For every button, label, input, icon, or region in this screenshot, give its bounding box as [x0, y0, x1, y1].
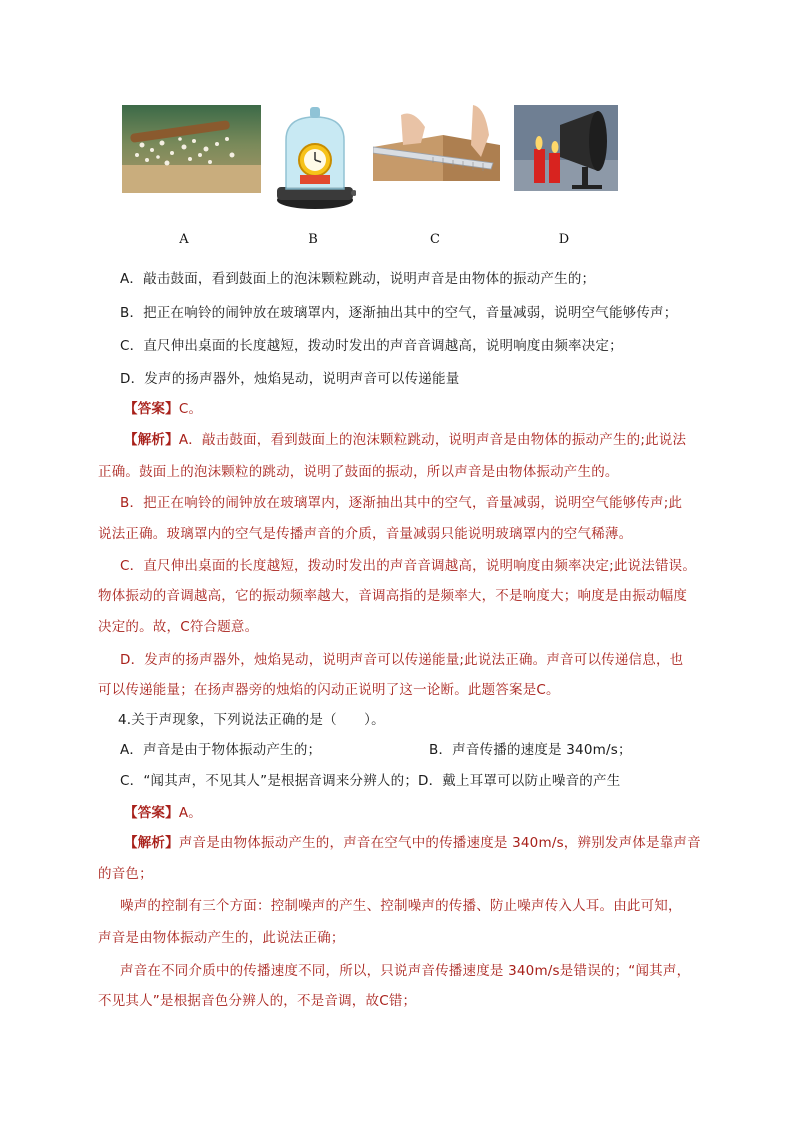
q3-option-d: D．发声的扬声器外，烛焰晃动，说明声音可以传递能量	[120, 371, 460, 387]
figure-a-drum-foam	[122, 105, 261, 193]
figure-d-speaker-candles	[514, 105, 618, 191]
figure-b-bell-jar-clock	[274, 105, 356, 213]
q4-option-b: B．声音传播的速度是 340m/s；	[429, 742, 632, 758]
q3-option-a: A．敲击鼓面，看到鼓面上的泡沫颗粒跳动，说明声音是由物体的振动产生的；	[120, 271, 596, 287]
q4-answer-value: A。	[178, 805, 202, 821]
q4-answer-tag: 【答案】	[124, 805, 179, 821]
q4-analysis-text-1: 声音是由物体振动产生的，声音在空气中的传播速度是 340m/s，辨别发声体是靠声音	[178, 835, 701, 851]
q4-stem: 4.关于声现象，下列说法正确的是（ ）。	[118, 712, 385, 728]
q3-option-c: C．直尺伸出桌面的长度越短，拨动时发出的声音音调越高，说明响度由频率决定；	[120, 338, 623, 354]
q3-option-b: B．把正在响铃的闹钟放在玻璃罩内，逐渐抽出其中的空气，音量减弱，说明空气能够传声；	[120, 305, 678, 321]
q3-analysis-line-9: 可以传递能量；在扬声器旁的烛焰的闪动正说明了这一论断。此题答案是C。	[98, 682, 560, 698]
q3-analysis-line-5: C．直尺伸出桌面的长度越短，拨动时发出的声音音调越高，说明响度由频率决定;此说法错误。	[120, 558, 697, 574]
figure-label-a: A	[179, 232, 189, 247]
figure-label-d: D	[558, 232, 570, 247]
q4-option-cd: C．“闻其声，不见其人”是根据音调来分辨人的；D．戴上耳罩可以防止噪音的产生	[120, 773, 621, 789]
q4-analysis-line-6: 不见其人”是根据音色分辨人的，不是音调，故C错；	[98, 993, 417, 1009]
q3-answer	[124, 399, 202, 419]
q3-analysis-text-1: A．敲击鼓面，看到鼓面上的泡沫颗粒跳动，说明声音是由物体的振动产生的;此说法	[178, 432, 687, 448]
figure-c-ruler-table	[373, 105, 500, 181]
q3-analysis-tag: 【解析】	[124, 432, 179, 448]
figure-row	[121, 105, 641, 245]
q3-analysis-line-6: 物体振动的音调越高，它的振动频率越大，音调高指的是频率大，不是响度大；响度是由振动幅度	[98, 588, 688, 604]
q4-analysis-line-1	[124, 833, 701, 853]
q3-analysis-line-1	[124, 430, 686, 450]
q4-analysis-line-2: 的音色；	[98, 866, 153, 882]
q4-analysis-tag: 【解析】	[124, 835, 179, 851]
figure-label-c: C	[430, 232, 440, 247]
figure-label-b: B	[308, 232, 318, 247]
q3-analysis-line-7: 决定的。故，C符合题意。	[98, 619, 259, 635]
q3-answer-value: C。	[178, 401, 203, 417]
q4-analysis-line-5: 声音在不同介质中的传播速度不同，所以，只说声音传播速度是 340m/s是错误的；“闻其声，	[120, 963, 691, 979]
q3-analysis-line-4: 说法正确。玻璃罩内的空气是传播声音的介质，音量减弱只能说明玻璃罩内的空气稀薄。	[98, 526, 633, 542]
q3-analysis-line-3: B．把正在响铃的闹钟放在玻璃罩内，逐渐抽出其中的空气，音量减弱，说明空气能够传声;此	[120, 495, 683, 511]
q3-answer-tag: 【答案】	[124, 401, 179, 417]
q4-answer	[124, 803, 202, 823]
q3-analysis-line-8: D．发声的扬声器外，烛焰晃动，说明声音可以传递能量;此说法正确。声音可以传递信息，也	[120, 652, 684, 668]
q4-analysis-line-3: 噪声的控制有三个方面：控制噪声的产生、控制噪声的传播、防止噪声传入人耳。由此可知，	[120, 898, 682, 914]
q3-analysis-line-2: 正确。鼓面上的泡沫颗粒的跳动，说明了鼓面的振动，所以声音是由物体振动产生的。	[98, 464, 619, 480]
q4-analysis-line-4: 声音是由物体振动产生的，此说法正确；	[98, 930, 345, 946]
q4-option-a: A．声音是由于物体振动产生的；	[120, 742, 322, 758]
